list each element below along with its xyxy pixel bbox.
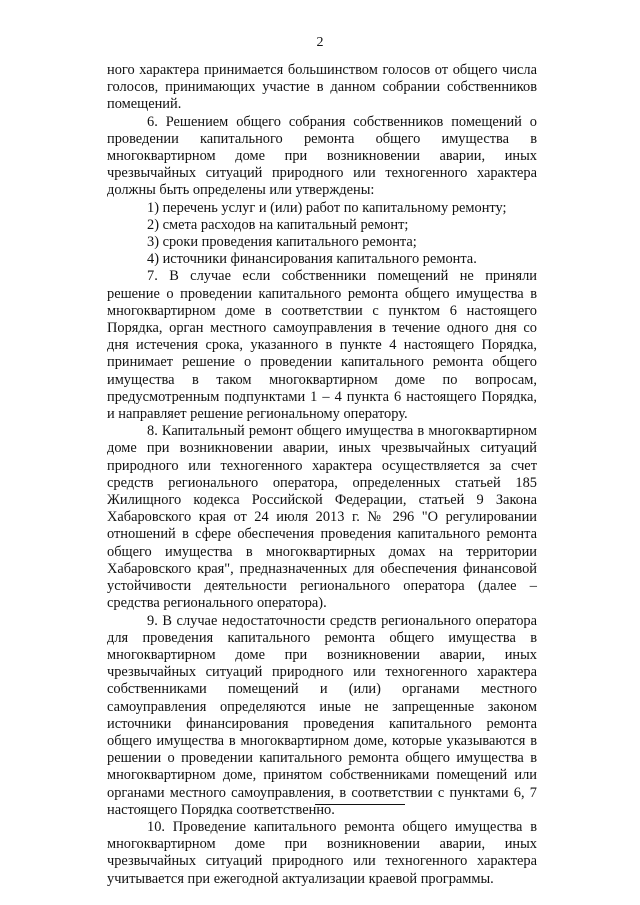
list-item: 4) источники финансирования капитального ремонта. — [147, 251, 477, 268]
list-item: 1) перечень услуг и (или) работ по капитальному ремонту; — [147, 199, 507, 216]
paragraph-10: 10. Проведение капитального ремонта общего имущества в многоквартирном доме при возникновении аварии, иных чрезвычайных ситуаций природного или техногенного характера учитывается при ежегодной актуализации краевой программы. — [107, 818, 537, 887]
paragraph-6: 6. Решением общего собрания собственников помещений о проведении капитального ремонта общего имущества в многоквартирном доме при возникновении аварии, иных чрезвычайных ситуаций природного или техногенного характера должны быть определены или утверждены: — [107, 113, 537, 199]
document-body — [107, 62, 537, 888]
list-item: 3) сроки проведения капитального ремонта; — [147, 234, 417, 251]
paragraph-7: 7. В случае если собственники помещений не приняли решение о проведении капитального ремонта общего имущества в многоквартирном доме в соответствии с пунктом 6 настоящего Порядка, орган местного самоуправления в течение одного дня со дня истечения срока, указанного в пункте 4 настоящего Порядка, принимает решение о проведении капитального ремонта общего имущества в таком многоквартирном доме по вопросам, предусмотренным подпунктами 1 – 4 пункта 6 настоящего Порядка, и направляет решение региональному оператору. — [107, 268, 537, 423]
list-item: 2) смета расходов на капитальный ремонт; — [147, 216, 409, 233]
paragraph-continuation: ного характера принимается большинством голосов от общего числа голосов, принимающих участие в данном собрании собственников помещений. — [107, 62, 537, 113]
page-number: 2 — [316, 35, 324, 50]
end-separator-line — [315, 804, 405, 805]
paragraph-9: 9. В случае недостаточности средств регионального оператора для проведения капитального ремонта общего имущества в многоквартирном доме при возникновении аварии, иных чрезвычайных ситуаций природного или техногенного характера собственниками помещений и (или) органами местного самоуправления определяются иные не запрещенные законом источники финансирования проведения капитального ремонта общего имущества в многоквартирном доме, которые указываются в решении о проведении капитального ремонта общего имущества в многоквартирном доме, принятом собственниками помещений или органами местного самоуправления, в соответствии с пунктами 6, 7 настоящего Порядка соответственно. — [107, 612, 537, 818]
paragraph-8: 8. Капитальный ремонт общего имущества в многоквартирном доме при возникновении аварии, иных чрезвычайных ситуаций природного или техногенного характера осуществляется за счет средств регионального оператора, определенных статьей 185 Жилищного кодекса Российской Федерации, статьей 9 Закона Хабаровского края от 24 июля 2013 г. № 296 "О регулировании отношений в сфере обеспечения проведения капитального ремонта общего имущества в многоквартирных домах на территории Хабаровского края", предназначенных для обеспечения финансовой устойчивости деятельности регионального оператора (далее – средства регионального оператора). — [107, 423, 537, 612]
